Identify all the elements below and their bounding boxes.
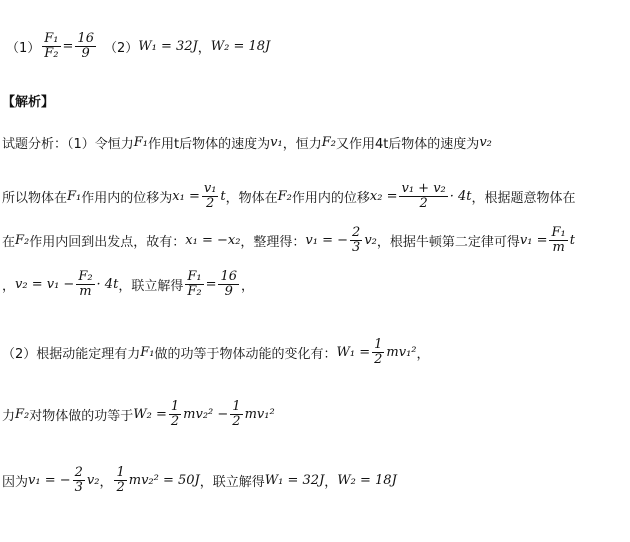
denominator: 9: [224, 283, 233, 299]
answer-w2: W₂ = 18J: [210, 38, 271, 54]
force-ratio-fraction: [42, 32, 60, 60]
kinetic-term-v1: mv₁²: [244, 406, 275, 422]
eq-v1: v₁ = −: [305, 232, 349, 248]
eq-x1: x₁ =: [172, 188, 200, 204]
var-t: t: [569, 232, 575, 248]
var-f1: F₁: [133, 134, 149, 150]
eq-x2: x₂ =: [369, 188, 398, 204]
var-t: t: [220, 188, 226, 204]
text: 所以物体在: [2, 190, 68, 206]
numerator: F₁: [551, 224, 566, 240]
var-v2: v₂: [364, 232, 377, 248]
text: ，: [241, 278, 255, 294]
force-ratio-value-numerator: 16: [77, 30, 94, 46]
answer-part1-label: （1）: [6, 40, 41, 56]
force-ratio-numerator: F₁: [44, 30, 59, 46]
denominator: 2: [232, 413, 241, 429]
fraction-v1-over-2: [202, 182, 219, 210]
denominator: 3: [74, 479, 83, 495]
numerator: 1: [116, 464, 125, 480]
fraction-f1-over-m: [549, 226, 567, 254]
denominator: 2: [116, 479, 125, 495]
text: ，恒力: [282, 136, 322, 152]
eq-w2: W₂ =: [133, 406, 167, 422]
denominator: 3: [352, 239, 361, 255]
analysis-line-4: [2, 264, 254, 304]
result-w1: W₁ = 32J: [264, 472, 325, 488]
fraction-1-over-2: [114, 466, 126, 494]
numerator: v₁: [203, 180, 217, 196]
var-v2: v₂: [86, 472, 100, 488]
fraction-1-over-2: [230, 400, 242, 428]
text: ，: [416, 346, 430, 362]
text: 在: [2, 234, 16, 250]
denominator: 2: [205, 195, 215, 211]
text: ，物体在: [225, 190, 278, 206]
eq-w1: W₁ =: [336, 344, 371, 360]
text: ，: [99, 474, 113, 490]
fraction-2-over-3: [350, 226, 362, 254]
text: 试题分析：（1）令恒力: [2, 136, 134, 152]
text: ，: [324, 474, 338, 490]
analysis-line-6: [2, 396, 275, 432]
var-v2: v₂: [479, 134, 492, 150]
var-f2: F₂: [321, 134, 336, 150]
text: 作用内回到出发点，故有：: [29, 234, 186, 250]
force-ratio-equals: =: [62, 38, 74, 54]
denominator: m: [552, 239, 565, 255]
force-ratio-value: [75, 32, 96, 60]
denominator: m: [79, 283, 92, 299]
numerator: F₂: [78, 268, 93, 284]
analysis-heading-text: 【解析】: [2, 94, 55, 110]
fraction-16-over-9: [218, 270, 239, 298]
denominator: 2: [374, 351, 383, 367]
eq-v2: v₂ = v₁ −: [15, 276, 75, 292]
analysis-heading: [2, 90, 54, 110]
force-ratio-value-denominator: 9: [81, 45, 90, 61]
text: 对物体做的功等于: [29, 408, 134, 424]
var-f1: F₁: [67, 188, 82, 204]
fraction-f2-over-m: [76, 270, 94, 298]
text: 作用t后物体的速度为: [148, 136, 271, 152]
numerator: 1: [170, 398, 180, 414]
eq-v1: v₁ = −: [28, 472, 71, 488]
text: 力: [2, 408, 16, 424]
fraction-v1-plus-v2-over-2: [399, 182, 447, 210]
text: ，联立解得: [118, 278, 184, 294]
var-f1: F₁: [140, 344, 155, 360]
denominator: 2: [170, 413, 180, 429]
kinetic-term: mv₁²: [386, 344, 417, 360]
answer-part2-label: （2）: [103, 40, 139, 56]
denominator: F₂: [187, 283, 202, 299]
eq-x1-neg-x2: x₁ = −x₂: [185, 232, 241, 248]
text: ，整理得：: [240, 234, 306, 250]
result-w2: W₂ = 18J: [337, 472, 397, 488]
eq-v1-newton: v₁ =: [519, 232, 548, 248]
text: 作用内的位移为: [81, 190, 173, 206]
text: ，根据牛顿第二定律可得: [376, 234, 520, 250]
var-f2: F₂: [15, 406, 30, 422]
text: 因为: [2, 474, 29, 490]
numerator: F₁: [187, 268, 202, 284]
text: 作用内的位移: [291, 190, 370, 206]
text: 做的功等于物体动能的变化有：: [154, 346, 337, 362]
equals: =: [205, 276, 217, 292]
var-f2: F₂: [15, 232, 30, 248]
kinetic-energy-value: mv₂² = 50J: [128, 472, 200, 488]
fraction-f1-over-f2: [185, 270, 203, 298]
analysis-line-3: [2, 222, 575, 258]
fraction-2-over-3: [73, 466, 85, 494]
numerator: 16: [220, 268, 238, 284]
fraction-1-over-2: [372, 338, 384, 366]
force-ratio-denominator: F₂: [44, 45, 59, 61]
numerator: 2: [74, 464, 83, 480]
fraction-1-over-2: [169, 400, 181, 428]
var-v1: v₁: [270, 134, 283, 150]
analysis-line-2: [2, 178, 576, 214]
times-4t: · 4t: [96, 276, 119, 292]
answer-line: [6, 26, 270, 66]
text: ，: [2, 278, 16, 294]
text: ，根据题意物体在: [471, 190, 576, 206]
text: 又作用4t后物体的速度为: [335, 136, 480, 152]
analysis-line-1: [2, 132, 492, 152]
var-f2: F₂: [277, 188, 292, 204]
numerator: v₁ + v₂: [401, 180, 446, 196]
text: ，联立解得: [199, 474, 265, 490]
analysis-line-5: [2, 334, 430, 370]
denominator: 2: [419, 195, 428, 211]
numerator: 2: [352, 224, 361, 240]
text: （2）根据动能定理有力: [2, 346, 141, 362]
numerator: 1: [374, 336, 383, 352]
analysis-line-7: [2, 460, 397, 500]
answer-w1: W₁ = 32J: [138, 38, 198, 54]
numerator: 1: [232, 398, 241, 414]
kinetic-term-v2: mv₂² −: [183, 406, 229, 422]
answer-comma: ，: [197, 40, 211, 56]
times-4t: · 4t: [449, 188, 472, 204]
